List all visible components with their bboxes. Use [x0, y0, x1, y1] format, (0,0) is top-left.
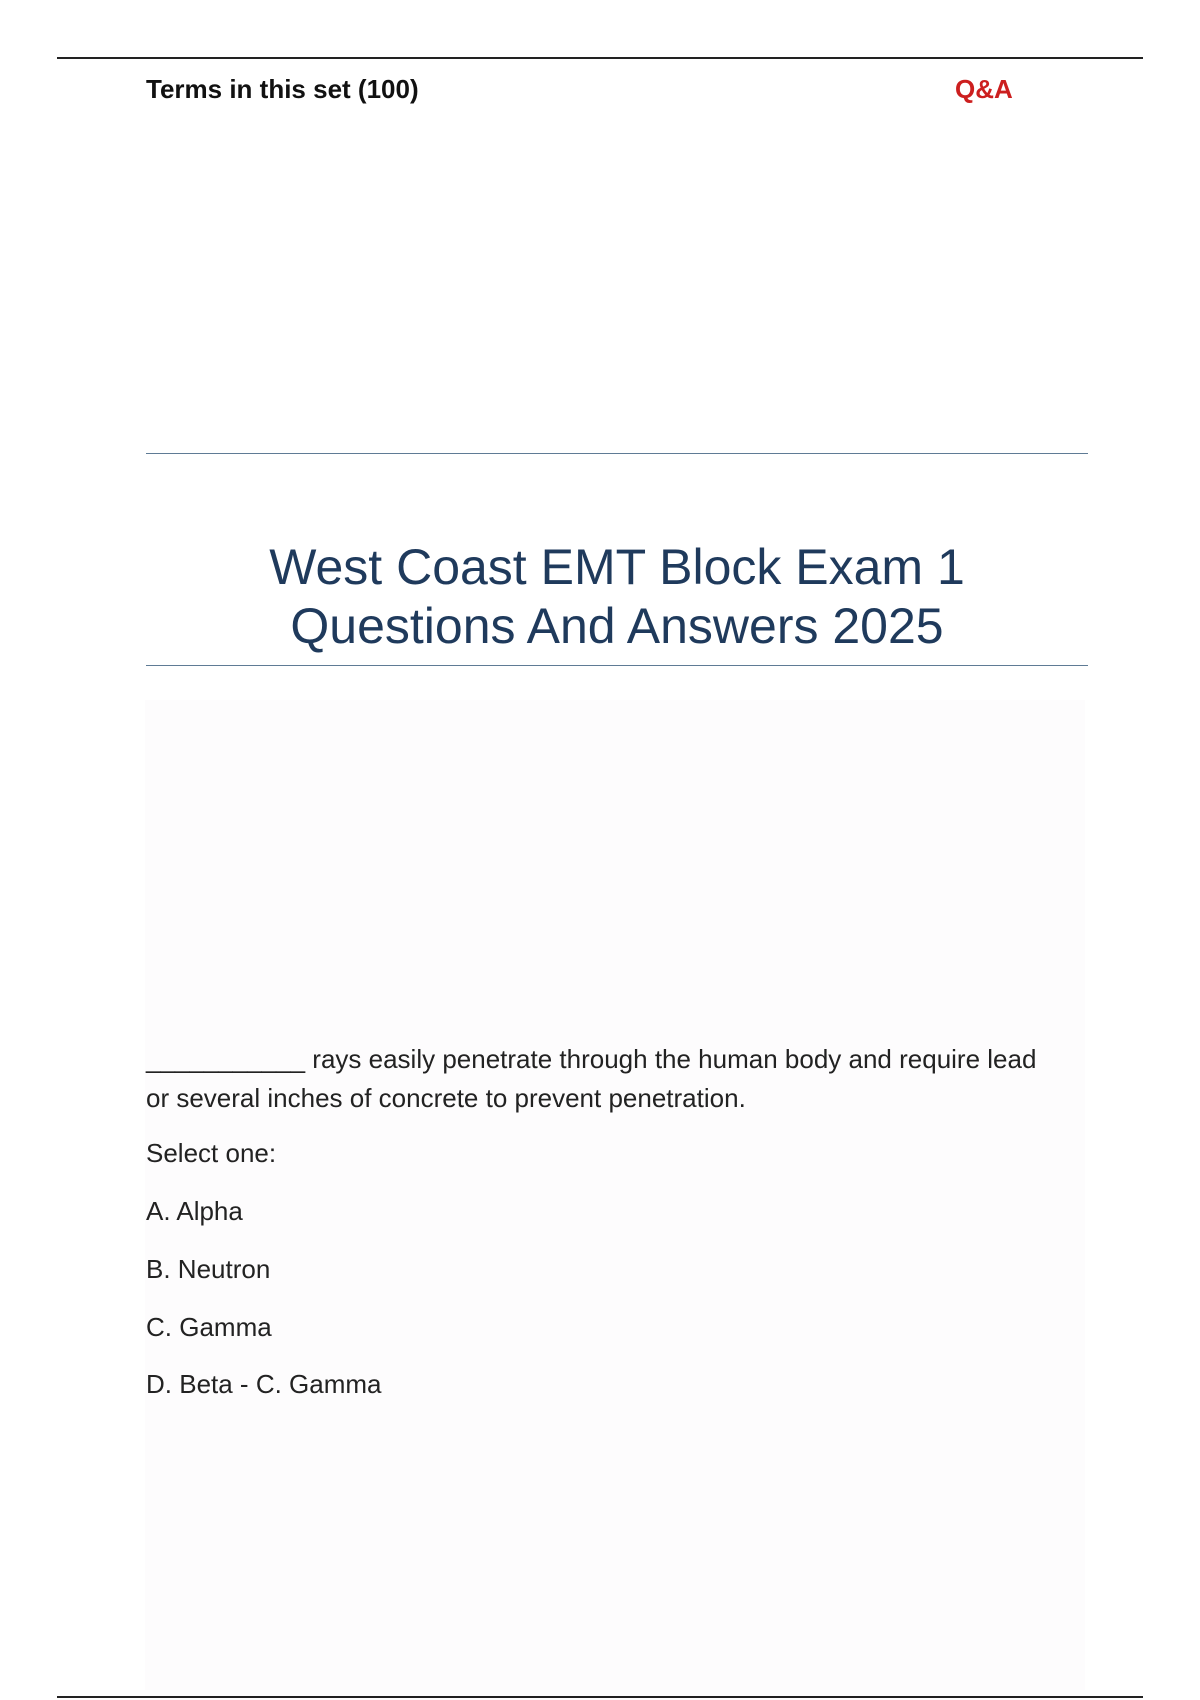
title-line-1: West Coast EMT Block Exam 1	[269, 539, 965, 595]
title-bottom-rule	[146, 665, 1088, 666]
option-d-answer: D. Beta - C. Gamma	[146, 1369, 382, 1399]
question-text: ___________ rays easily penetrate through the human body and require lead or several inches of concrete to prevent penetration.	[146, 1044, 1037, 1113]
title-line-2: Questions And Answers 2025	[290, 598, 944, 654]
option-c: C. Gamma	[146, 1312, 272, 1342]
option-a: A. Alpha	[146, 1196, 243, 1226]
page-background	[145, 700, 1085, 1690]
terms-count-heading: Terms in this set (100)	[146, 74, 419, 104]
top-divider	[57, 57, 1143, 59]
title-top-rule	[146, 453, 1088, 454]
bottom-divider	[57, 1696, 1143, 1698]
qa-label: Q&A	[955, 74, 1013, 104]
option-b: B. Neutron	[146, 1254, 271, 1284]
select-prompt: Select one:	[146, 1138, 277, 1168]
document-title	[146, 538, 1088, 656]
